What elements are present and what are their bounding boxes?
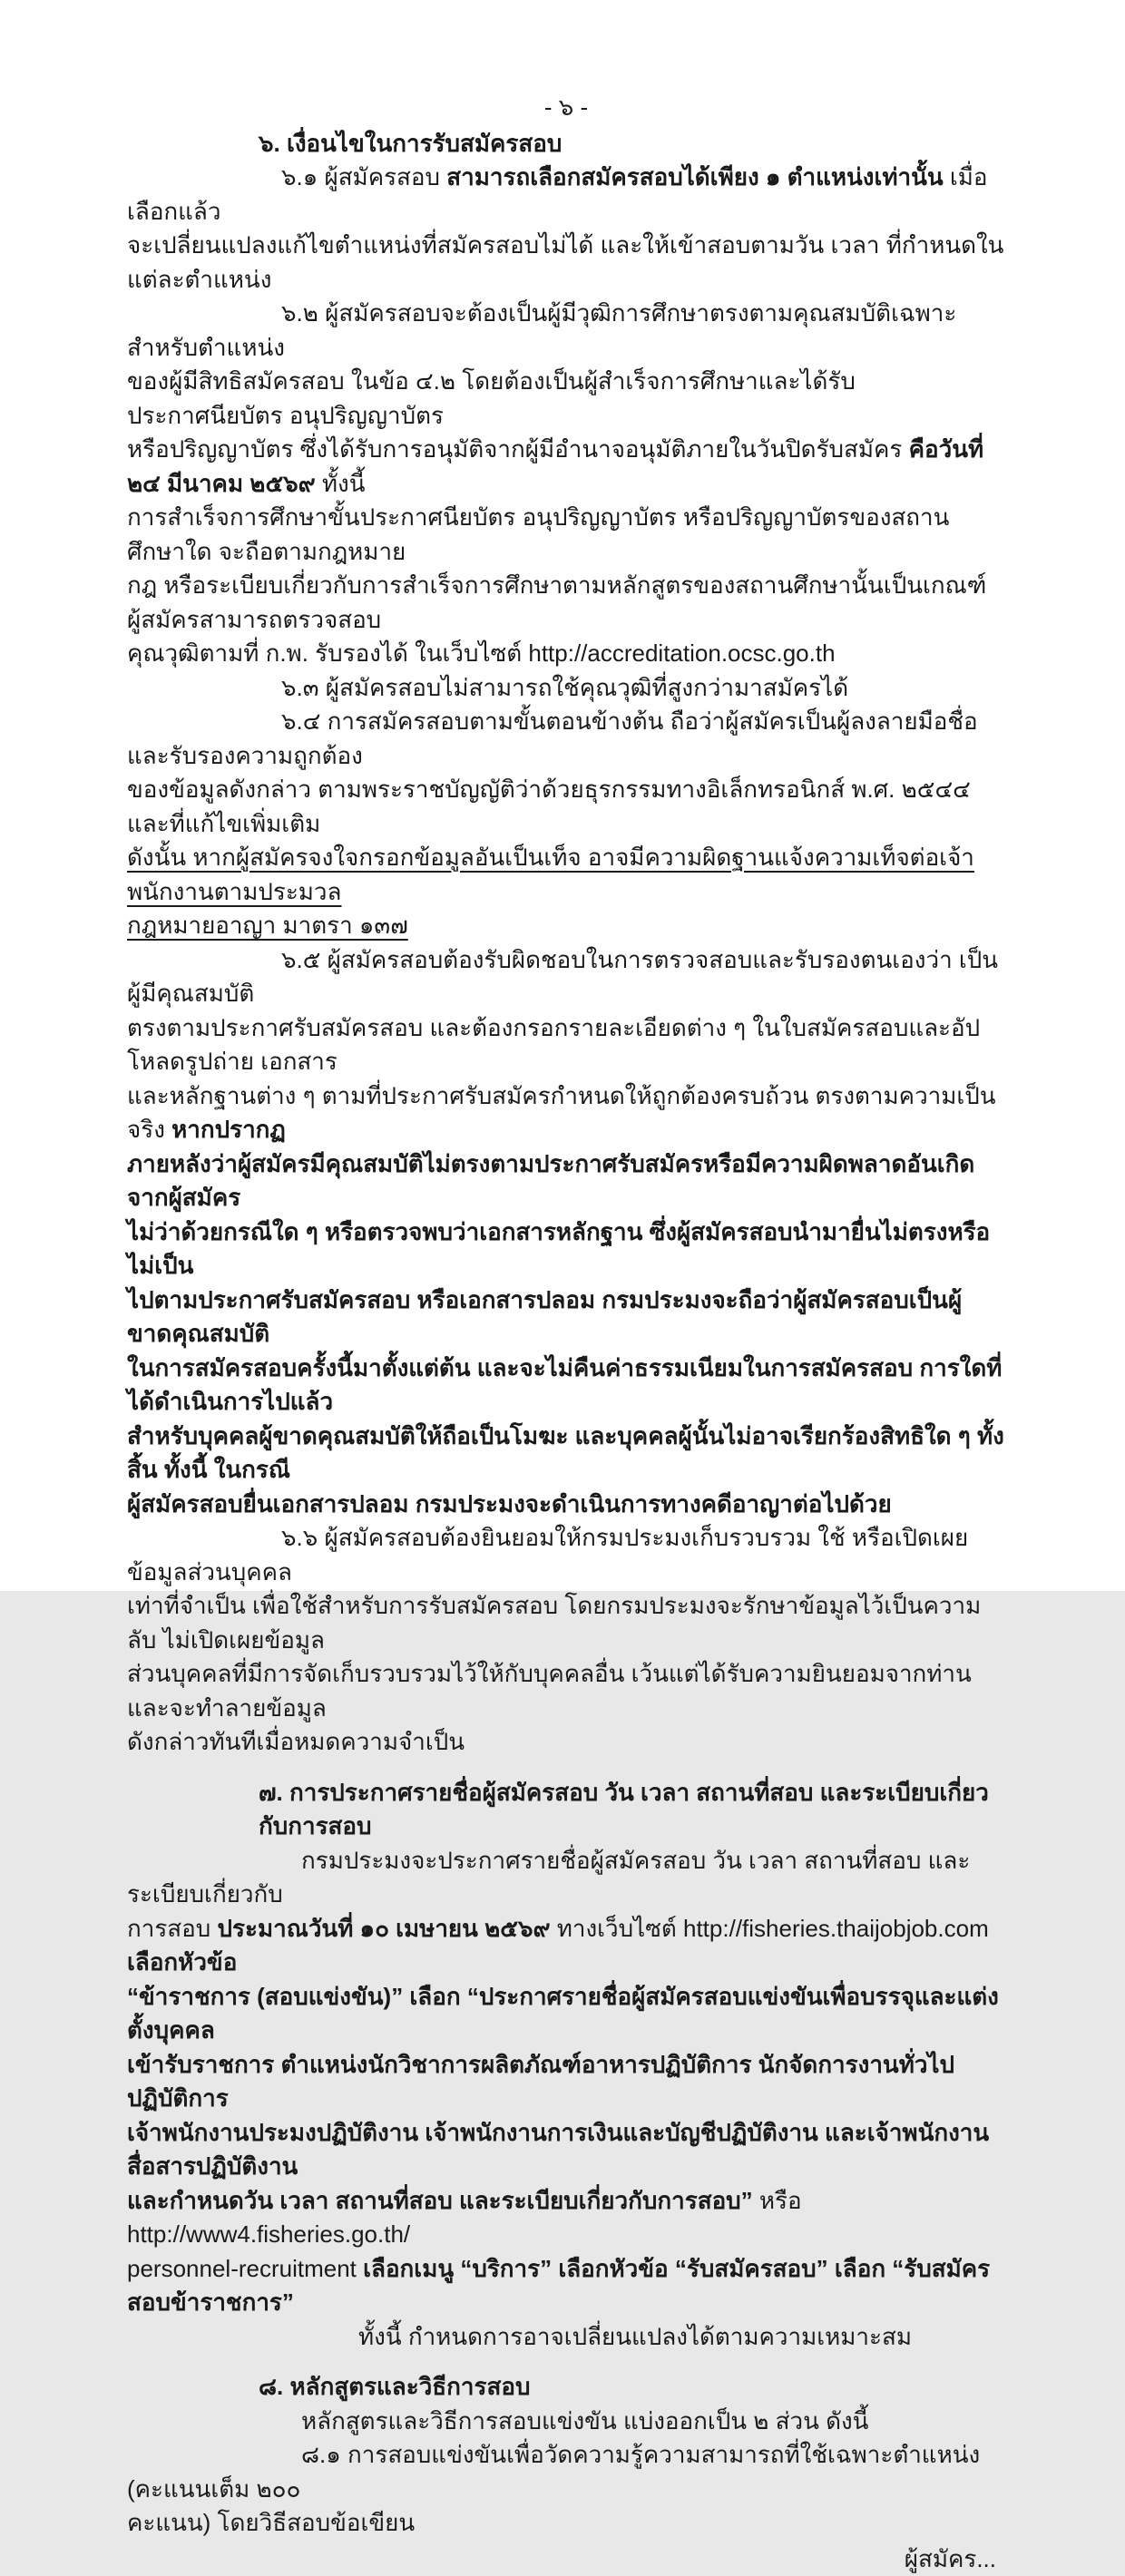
text-run: ๗. การประกาศรายชื่อผู้สมัครสอบ วัน เวลา สถานที่สอบ และระเบียบเกี่ยวกับการสอบ xyxy=(259,1779,989,1840)
text-line xyxy=(127,2370,1005,2405)
text-run: หากปรากฏ xyxy=(171,1116,286,1143)
text-line xyxy=(127,1912,1005,1980)
text-run: คือวันที่ ๒๔ มีนาคม ๒๕๖๙ xyxy=(127,435,983,497)
text-line xyxy=(127,1079,1005,1147)
url-text: http://www4.fisheries.go.th/ xyxy=(127,2220,410,2248)
text-run: ๖.๒ ผู้สมัครสอบจะต้องเป็นผู้มีวุฒิการศึกษาตรงตามคุณสมบัติเฉพาะสำหรับตำแหน่ง xyxy=(127,299,956,361)
text-run: ๖.๑ ผู้สมัครสอบ xyxy=(281,163,446,190)
text-run: และกำหนดวัน เวลา สถานที่สอบ และระเบียบเกี่ยวกับการสอบ” xyxy=(127,2187,753,2214)
page-number: - ๖ - xyxy=(127,91,1005,125)
text-run: ๖. เงื่อนไขในการรับสมัครสอบ xyxy=(259,130,562,157)
text-line xyxy=(127,909,1005,943)
text-line xyxy=(127,1488,1005,1522)
text-run: “ข้าราชการ (สอบแข่งขัน)” เลือก “ประกาศรายชื่อผู้สมัครสอบแข่งขันเพื่อบรรจุและแต่งตั้งบุคคล xyxy=(127,1983,999,2044)
text-run: เมื่อเลือกแล้ว xyxy=(127,163,988,225)
text-run: ผู้สมัครสอบยื่นเอกสารปลอม กรมประมงจะดำเนินการทางคดีอาญาต่อไปด้วย xyxy=(127,1490,892,1517)
text-line xyxy=(127,1147,1005,1215)
text-run: หรือปริญญาบัตร ซึ่งได้รับการอนุมัติจากผู้มีอำนาจอนุมัติภายในวันปิดรับสมัคร xyxy=(127,435,909,463)
text-line xyxy=(127,569,1005,637)
text-run: ดังนั้น หากผู้สมัครจงใจกรอกข้อมูลอันเป็นเท็จ อาจมีความผิดฐานแจ้งความเท็จต่อเจ้าพนักงานตามประมวล xyxy=(127,844,974,905)
text-line xyxy=(127,1283,1005,1351)
text-line xyxy=(127,2048,1005,2116)
continuation-word: ผู้สมัคร... xyxy=(127,2542,1005,2576)
text-line xyxy=(127,365,1005,433)
text-run: และหลักฐานต่าง ๆ ตามที่ประกาศรับสมัครกำหนดให้ถูกต้องครบถ้วน ตรงตามความเป็นจริง xyxy=(127,1082,996,1144)
url-text: http://fisheries.thaijobjob.com xyxy=(683,1915,989,1942)
text-run: สำหรับบุคคลผู้ขาดคุณสมบัติให้ถือเป็นโมฆะ และบุคคลผู้นั้นไม่อาจเรียกร้องสิทธิใด ๆ ทั้งสิ้น ทั้งนี้ ในกรณี xyxy=(127,1422,1004,1484)
text-line xyxy=(127,943,1005,1011)
text-run: ในการสมัครสอบครั้งนี้มาตั้งแต่ต้น และจะไม่คืนค่าธรรมเนียมในการสมัครสอบ การใดที่ได้ดำเนินการไปแล้ว xyxy=(127,1354,1002,1416)
text-run: เจ้าพนักงานประมงปฏิบัติงาน เจ้าพนักงานการเงินและบัญชีปฏิบัติงาน และเจ้าพนักงานสื่อสารปฏิบัติงาน xyxy=(127,2119,989,2181)
text-run: ตรงตามประกาศรับสมัครสอบ และต้องกรอกรายละเอียดต่าง ๆ ในใบสมัครสอบและอัปโหลดรูปถ่าย เอกสาร xyxy=(127,1014,980,1076)
text-run: ทางเว็บไซต์ xyxy=(551,1915,683,1942)
text-run: สามารถเลือกสมัครสอบได้เพียง ๑ ตำแหน่งเท่านั้น xyxy=(446,163,943,190)
text-run: ๘.๑ การสอบแข่งขันเพื่อวัดความรู้ความสามารถที่ใช้เฉพาะตำแหน่ง (คะแนนเต็ม ๒๐๐ xyxy=(127,2441,980,2503)
text-line xyxy=(127,2184,1005,2252)
text-line xyxy=(127,2320,1005,2355)
text-line xyxy=(127,773,1005,841)
text-line xyxy=(127,433,1005,501)
url-text: http://accreditation.ocsc.go.th xyxy=(528,639,835,667)
text-line xyxy=(127,1657,1005,1725)
text-run: ๖.๕ ผู้สมัครสอบต้องรับผิดชอบในการตรวจสอบและรับรองตนเองว่า เป็นผู้มีคุณสมบัติ xyxy=(127,946,998,1008)
text-run: ทั้งนี้ xyxy=(316,470,366,497)
text-run: ภายหลังว่าผู้สมัครมีคุณสมบัติไม่ตรงตามประกาศรับสมัครหรือมีความผิดพลาดอันเกิดจากผู้สมัคร xyxy=(127,1150,974,1212)
text-line xyxy=(127,1521,1005,1589)
text-run: ๖.๖ ผู้สมัครสอบต้องยินยอมให้กรมประมงเก็บรวบรวม ใช้ หรือเปิดเผยข้อมูลส่วนบุคคล xyxy=(127,1524,968,1586)
text-line xyxy=(127,637,1005,671)
text-run: เท่าที่จำเป็น เพื่อใช้สำหรับการรับสมัครสอบ โดยกรมประมงจะรักษาข้อมูลไว้เป็นความลับ ไม่เปิดเผยข้อมูล xyxy=(127,1592,981,1654)
text-run: คุณวุฒิตามที่ ก.พ. รับรองได้ ในเว็บไซต์ xyxy=(127,639,528,667)
text-run: ของผู้มีสิทธิสมัครสอบ ในข้อ ๔.๒ โดยต้องเป็นผู้สำเร็จการศึกษาและได้รับประกาศนียบัตร อนุปริญญาบัตร xyxy=(127,367,856,429)
text-line xyxy=(127,1844,1005,1912)
text-run: ๘. หลักสูตรและวิธีการสอบ xyxy=(259,2373,530,2400)
text-line xyxy=(127,1980,1005,2048)
text-line xyxy=(127,1215,1005,1283)
text-line xyxy=(127,2438,1005,2506)
text-line xyxy=(127,841,1005,909)
text-line xyxy=(127,1420,1005,1488)
text-run: การสำเร็จการศึกษาขั้นประกาศนียบัตร อนุปริญญาบัตร หรือปริญญาบัตรของสถานศึกษาใด จะถือตามกฎหมาย xyxy=(127,503,949,565)
text-line xyxy=(127,1776,1005,1844)
text-run: หรือ xyxy=(753,2187,802,2214)
text-run: จะเปลี่ยนแปลงแก้ไขตำแหน่งที่สมัครสอบไม่ได้ และให้เข้าสอบตามวัน เวลา ที่กำหนดในแต่ละตำแหน่ง xyxy=(127,231,1003,293)
text-run: เลือกเมนู “บริการ” เลือกหัวข้อ “รับสมัครสอบ” เลือก “รับสมัครสอบข้าราชการ” xyxy=(127,2255,990,2317)
document-body xyxy=(127,91,1005,2576)
text-line xyxy=(127,297,1005,365)
text-run: หลักสูตรและวิธีการสอบแข่งขัน แบ่งออกเป็น ๒ ส่วน ดังนี้ xyxy=(301,2407,868,2435)
text-line xyxy=(127,501,1005,569)
text-line xyxy=(127,2252,1005,2320)
text-run: ประมาณวันที่ ๑๐ เมษายน ๒๕๖๙ xyxy=(218,1915,551,1942)
text-run: เลือกหัวข้อ xyxy=(127,1948,237,1976)
document-lines xyxy=(127,127,1005,2541)
text-line xyxy=(127,1351,1005,1420)
text-run: การสอบ xyxy=(127,1915,218,1942)
text-line xyxy=(127,705,1005,773)
text-line xyxy=(127,229,1005,297)
text-run: กฎ หรือระเบียบเกี่ยวกับการสำเร็จการศึกษาตามหลักสูตรของสถานศึกษานั้นเป็นเกณฑ์ ผู้สมัครสามารถตรวจสอบ xyxy=(127,571,986,633)
text-run: ทั้งนี้ กำหนดการอาจเปลี่ยนแปลงได้ตามความเหมาะสม xyxy=(358,2323,912,2350)
text-run: ไปตามประกาศรับสมัครสอบ หรือเอกสารปลอม กรมประมงจะถือว่าผู้สมัครสอบเป็นผู้ขาดคุณสมบัติ xyxy=(127,1286,962,1348)
text-run: ดังกล่าวทันทีเมื่อหมดความจำเป็น xyxy=(127,1728,465,1755)
text-line xyxy=(127,671,1005,706)
text-run: ๖.๔ การสมัครสอบตามขั้นตอนข้างต้น ถือว่าผู้สมัครเป็นผู้ลงลายมือชื่อ และรับรองความถูกต้อง xyxy=(127,707,978,769)
text-line xyxy=(127,2506,1005,2541)
text-run: เข้ารับราชการ ตำแหน่งนักวิชาการผลิตภัณฑ์อาหารปฏิบัติการ นักจัดการงานทั่วไปปฏิบัติการ xyxy=(127,2051,954,2113)
text-line xyxy=(127,1725,1005,1760)
url-text: personnel-recruitment xyxy=(127,2255,363,2282)
text-line xyxy=(127,2116,1005,2184)
text-line xyxy=(127,161,1005,229)
text-run: กรมประมงจะประกาศรายชื่อผู้สมัครสอบ วัน เวลา สถานที่สอบ และระเบียบเกี่ยวกับ xyxy=(127,1847,970,1908)
text-run: ไม่ว่าด้วยกรณีใด ๆ หรือตรวจพบว่าเอกสารหลักฐาน ซึ่งผู้สมัครสอบนำมายื่นไม่ตรงหรือไม่เป็น xyxy=(127,1218,990,1280)
text-run: ๖.๓ ผู้สมัครสอบไม่สามารถใช้คุณวุฒิที่สูงกว่ามาสมัครได้ xyxy=(281,674,848,701)
text-line xyxy=(127,127,1005,161)
text-run: คะแนน) โดยวิธีสอบข้อเขียน xyxy=(127,2509,415,2536)
text-run: กฎหมายอาญา มาตรา ๑๓๗ xyxy=(127,912,408,939)
text-line xyxy=(127,1589,1005,1657)
text-line xyxy=(127,1011,1005,1079)
text-run: ส่วนบุคคลที่มีการจัดเก็บรวบรวมไว้ให้กับบุคคลอื่น เว้นแต่ได้รับความยินยอมจากท่าน และจะทำลายข้อมูล xyxy=(127,1660,972,1722)
text-line xyxy=(127,2405,1005,2439)
text-run: ของข้อมูลดังกล่าว ตามพระราชบัญญัติว่าด้วยธุรกรรมทางอิเล็กทรอนิกส์ พ.ศ. ๒๕๔๔ และที่แก้ไขเพิ่มเติม xyxy=(127,776,971,837)
